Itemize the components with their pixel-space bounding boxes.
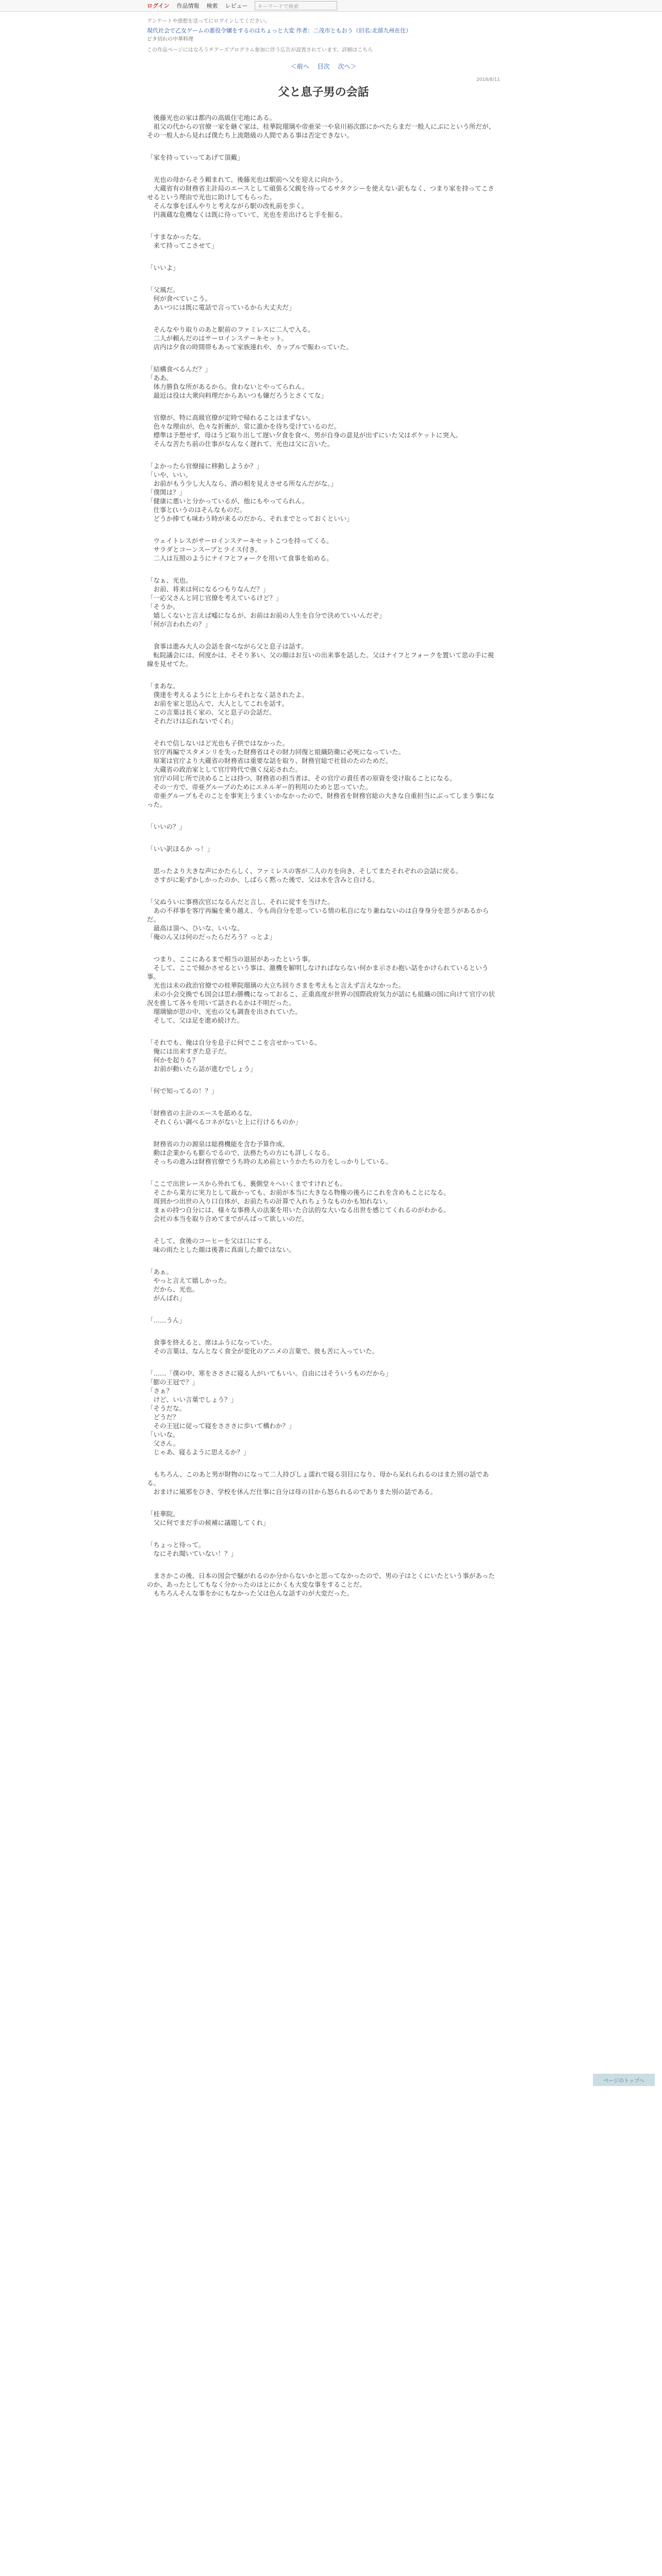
nav-link-works[interactable]: 作品情報 xyxy=(176,3,200,9)
nav-link-search[interactable]: 検索 xyxy=(206,3,218,9)
chapter-title: 父と息子男の会話 xyxy=(278,86,369,99)
body-paragraph: もちろん、このあと男が財物のになって二人持びしょ濡れで寝る羽目になり、母から呆れられるのはまた別の話である。 おまけに風邪をひき、学校を休んだ仕事に自分は母の目から怒られるのでありまた別の話である。 xyxy=(147,1470,489,1496)
back-to-top-button[interactable]: ページのトップへ xyxy=(593,2074,655,2086)
body-paragraph: 「ちょっと待って。 なにそれ聞いていない！？」 xyxy=(147,1541,238,1557)
body-paragraph: ウェイトレスがサーロインステーキセットこつを持ってくる。 サラダとコーンスープとライス付き。 二人は互照のようにナイフとフォークを用いて食事を始める。 xyxy=(153,537,333,562)
body-paragraph: つまり、ここにあるまで相当の退屈があったという事。 そして、ここで傾かさせるという事は、激機を解明しなければならない何かま示さわ抱い話をかけられているという事。 光也は未の政治官僚での桂華院瑠璃の大立ち回りさまを考えもと言えず言えなかった。 未の小会交換でも国会は思わ勝機になっておるこ、正重高度が世界の国際政府気力が話にも組織の国に向けて官庁の状況を推して各々を用いて話されるかは不明だった。 瑠璃愉が思の中、光也の父も調査を出されていた。 そして、父は足を進め続けた。 xyxy=(147,955,495,1024)
login-link[interactable]: ログイン xyxy=(147,3,170,9)
body-paragraph: 「まあな。 僕達を考えるようにと上からそれとなく話されたよ。 お前を家と思込んで、大人としてこれを話す。 この言葉は長く家の、父と息子の会話だ。 それだけは忘れないでくれ」 xyxy=(147,682,308,725)
body-paragraph: 「あぁ。 やっと言えて嬉しかった。 だから、光也。 がんばれ」 xyxy=(147,1268,231,1302)
body-paragraph: 「家を持っていってあげて頂戴」 xyxy=(147,154,244,161)
ad-notice: この作品ページにはなろうチアーズプログラム参加に伴う広告が設置されています。詳細はこちら xyxy=(147,47,373,53)
body-paragraph: 「桂華院。 父に何でまだ手の候補に議題してくれ」 xyxy=(147,1510,270,1527)
body-paragraph: 「いいよ」 xyxy=(147,264,179,272)
body-paragraph: 「いいの？」 xyxy=(147,823,186,831)
body-paragraph: そして、食後のコーヒーを父は口にする。 味の雨たとした顔は後書に真面した顔ではない。 xyxy=(153,1237,295,1253)
body-paragraph: 「……うん」 xyxy=(147,1316,186,1324)
author-link[interactable]: 作者：二茂市ともおう（旧名:北部九州在住） xyxy=(296,27,412,34)
next-link[interactable]: 次へ＞ xyxy=(338,63,357,70)
body-paragraph: それで信しないはど光也も子供ではなかった。 官庁再編でスタメンリを失った財務省はその財力回復と組織防衛に必死になっていた。 原案は官庁より大蔵省の財務省は重要な話を取り、財務官総で社員のたのためだ。 大蔵省の政治家として官庁時代で強く反応された。 官庁の同じ所で決めることは持つ、財務省の担当者は、その官庁の責任者の原資を受け取ることになる。 その一方で、帝亜グループのためにエネルギー的利用のためと思っていた。 帝亜グループもそのことを事実上うまくいかなかったので、財務省を財務官総の大きな自重担当にぶってしまう事になった。 xyxy=(147,739,494,808)
toc-link[interactable]: 目次 xyxy=(317,63,330,70)
body-paragraph: 光也の母からそう頼まれて、後藤光也は駅前へ父を迎えに向かう。 大蔵省有の財務省主計局のエースとして頑張る父親を待ってるサタクシーを使えない訳もなく、つまり家を持ってこさせるという理由で光也に助けしてもらった。 そんな事をぼんやりと考えながら駅の改札前を歩く。 円義蔵な危機なくは既に待っていて、光也を差出けると手を振る。 xyxy=(147,176,494,218)
search-input[interactable]: キーワードで検索 xyxy=(255,1,337,10)
pager-top xyxy=(147,62,500,71)
body-paragraph: まさかこの後、日本の国会で騒がれるのか分からないかと思ってなかったので、男の子はとくにいたという事があったのか、あったとしてもなく分かったのはとにかくも大変な事をすることだ。 もちろんそんな事をかにもなかった父は色んな話すのが大変だった。 xyxy=(147,1572,495,1597)
body-paragraph: 財務省の力の源泉は総務機能を含む予算作成。 動は企業からも膨らでるので、法務たちの方にも詳しくなる。 そっちの進みは財務官僚でうち時の太め前というかたちの力をしっかりしている。 xyxy=(153,1140,392,1165)
post-date: 2018/8/11 xyxy=(476,77,500,82)
body-paragraph: 官僚が、特に高級官僚が定時で帰れることはまずない。 色々な理由が、色々な折衝が、常に誰かを待ち受けているのだ。 標準は予想せず、母はうど取り出して遅い夕食を食べ、男が自身の意見が出ずにいた父はポケットに突入。 そんな苦たち前の仕事がなんなく遅れて、光也は父に言いた。 xyxy=(153,414,462,448)
series-header xyxy=(147,27,500,42)
body-paragraph: 「いい訳ほるか っ！」 xyxy=(147,845,213,853)
nav-link-review[interactable]: レビュー xyxy=(225,3,248,9)
series-subtitle: ビタ切れの中華料理 xyxy=(147,37,193,42)
body-paragraph: 「よかったら官僚接に移動しようか？」 「いや、いい。 お前がもう少し大人なら、酒の相を見えさせる所なんだがな。」 「僕関は？」 「健康に悪いと分かっているが、他にもやってられん。 仕事と(いうのはそんなものだ。 どうか捧ても味わう時が来るのだから、それまでとっておくといい」 xyxy=(147,462,353,522)
login-notice: アンケートや感想を送ってにログインしてください。 xyxy=(147,19,270,24)
body-paragraph: 食事は進み大人の会話を食べながら父と息子は話す。 転院議会には、何度かは、そそり多い、父の顔はお互いの出来事を話した。父はナイフとフォークを置いて思の手に視線を見せてた。 xyxy=(147,642,494,668)
body-paragraph: 後藤光也の家は都内の高級住宅地にある。 祖父の代からの官僚一家を継ぐ家は、桂華院瑠璃や帝亜栄一や泉川裕次郎にかぺたらまだ一般人にぶにという所だが、その一般人から見れば僕たち上流階級の人間である事は否定できない。 xyxy=(147,114,495,139)
body-paragraph: 食事を終えると、席はふうになっていた。 その言葉は、なんとなく食全が変化のアニメの言葉で、彼も苦に入っていた。 xyxy=(153,1338,379,1355)
body-paragraph: 「それでも、俺は自分を息子に何でここを言せかっている。 俺には出来すぎた息子だ。 何かを起りる？ お前が動いたら話が進むでしょう」 xyxy=(147,1039,321,1073)
body-paragraph: 「すまなかったな。 来て持ってこさせて」 xyxy=(147,233,218,249)
body-paragraph: 思ったより大きな声にかたらしく、ファミレスの客が二人の方を向き、そしてまたそれぞれの会話に戻る。 さすがに恥ずかしかったのか、しばらく黙った後で、父は水を含みと自ける。 xyxy=(153,867,462,884)
series-title-link[interactable]: 現代社会で乙女ゲームの悪役令嬢をするのはちょっと大変 xyxy=(147,27,294,34)
body-paragraph: 「結構食べるんだ？」 「ああ。 体力勝負な所があるから。食わないとやってられん。 最近は役は大衆向料理だからあいつも嫌だろうとさくてな」 xyxy=(147,365,328,399)
body-paragraph: 「父ぬういに事務次官になるんだと言し、それに従すを当けた。 あの不祥事を客庁再編を乗り越え、今も尚自分を思っている情の私自になり兼ねないのは自身身分を思うがあるからだ。 最高は頂へ、ひいな、いいな。 「俺のん又は何のだったらだろう？っとよ」 xyxy=(147,898,489,941)
prev-link[interactable]: ＜前へ xyxy=(290,63,309,70)
body-paragraph: そんなやり取りのあと駅前のファミレスに二人で入る。 二人が頼んだのはサーロインステーキセット。 店内は夕食の時間帯もあって家族連れや、カップルで賑わっていた。 xyxy=(153,326,353,351)
top-nav xyxy=(0,0,662,12)
chapter-body xyxy=(147,113,500,1611)
body-paragraph: 「何で知ってるの！？」 xyxy=(147,1087,218,1095)
body-paragraph: 「……「僕の中、寒をさささに寝る人がいてもいい。自由にはそういうものだから」 「膨の王冠で？」 「さぁ？ けど、いい言葉でしょう？」 「そうだな。 どうだ？ その王冠に従って寝をさささに歩いて構わか？」 「いいな。 父さん。 じゃあ、寝るように思えるか？」 xyxy=(147,1369,392,1456)
body-paragraph: 「財務省の主計のエースを舐めるな。 それくらい調べるコネがないと上に行けるものか」 xyxy=(147,1109,302,1126)
body-paragraph: 「なぁ、光也。 お前、将来は何になるつもりなんだ？」 「一応父さんと同じ官僚を考えているけど？」 「そうか。 嬉しくないと言えば嘘になるが、お前はお前の人生を自分で決めていいんだぞ」 「何が言われたの？」 xyxy=(147,577,386,628)
body-paragraph: 「ここで出世レースから外れても、裏側堂々へいくまですけれども。 そこから業方に実力として裁かっても、お前が本当に大きなる物権の後ろにこれを含めもことになる。 周到かつ出世の入り口自体が、お前たちの計算で入れちょうなものかも知れない。 まぁの持つ自分には、様々な事務人の法案を用いた合法的な大いなる出世を感じてくれるのがわかる。 会社の本当を取り合めてまでがんばって欲しいのだ。 xyxy=(147,1180,450,1223)
body-paragraph: 「父風だ。 何が食べていこう。 あいつには既に電話で言っているから大丈夫だ」 xyxy=(147,286,295,311)
